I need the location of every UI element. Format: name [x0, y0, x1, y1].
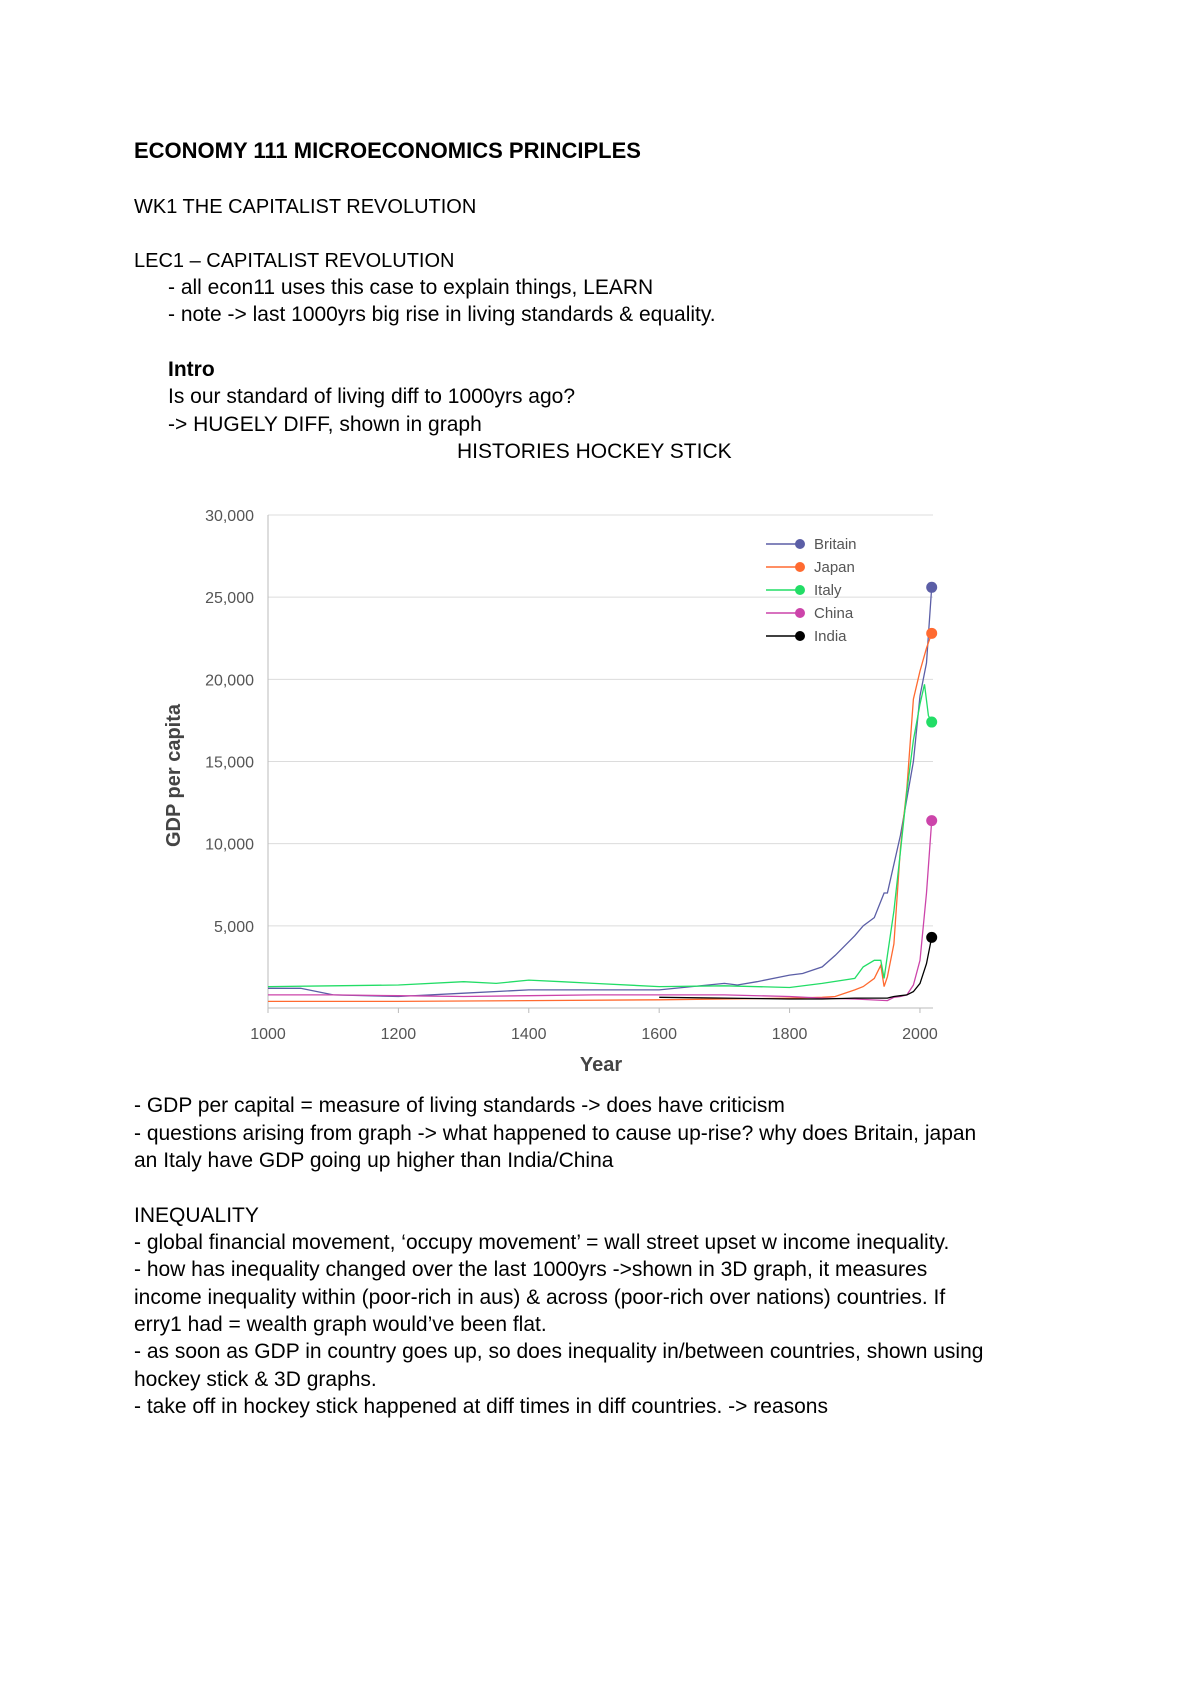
series-line-japan	[268, 633, 932, 1001]
document-title: ECONOMY 111 MICROECONOMICS PRINCIPLES	[134, 138, 641, 163]
series-end-point-india	[926, 932, 937, 943]
notes-line: an Italy have GDP going up higher than India/China	[134, 1149, 614, 1172]
x-tick-label: 2000	[902, 1026, 938, 1043]
legend-label: India	[814, 628, 847, 645]
y-tick-label: 5,000	[213, 918, 254, 936]
legend-marker	[795, 608, 805, 618]
notes-line: - questions arising from graph -> what happened to cause up-rise? why does Britain, japan	[134, 1122, 977, 1145]
y-tick-label: 15,000	[205, 754, 254, 772]
y-tick-label: 30,000	[205, 508, 254, 525]
inequality-line: erry1 had = wealth graph would’ve been flat.	[134, 1313, 547, 1336]
lecture-heading: LEC1 – CAPITALIST REVOLUTION	[134, 250, 455, 272]
y-tick-label: 20,000	[205, 672, 254, 690]
lecture-bullet: - all econ11 uses this case to explain things, LEARN	[168, 276, 654, 299]
inequality-line: - take off in hockey stick happened at diff times in diff countries. -> reasons	[134, 1395, 828, 1418]
x-tick-label: 1800	[771, 1026, 808, 1043]
intro-heading: Intro	[168, 358, 215, 381]
x-tick-label: 1600	[641, 1026, 677, 1043]
legend-marker	[795, 585, 805, 595]
series-line-china	[268, 821, 932, 1001]
legend-marker	[795, 562, 805, 572]
series-end-point-britain	[926, 582, 937, 593]
x-axis-label: Year	[579, 1054, 623, 1076]
series-line-italy	[268, 684, 932, 987]
legend-marker	[795, 539, 805, 549]
y-tick-label: 10,000	[205, 836, 254, 854]
y-tick-label: 25,000	[205, 590, 254, 608]
series-end-point-italy	[926, 717, 937, 728]
series-line-india	[659, 937, 932, 999]
x-tick-label: 1200	[380, 1026, 417, 1043]
gdp-per-capita-chart	[163, 508, 1040, 1175]
series-end-point-japan	[926, 628, 937, 639]
legend-label: China	[814, 605, 854, 622]
inequality-line: - global financial movement, ‘occupy movement’ = wall street upset w income inequality.	[134, 1231, 950, 1254]
intro-line: Is our standard of living diff to 1000yrs ago?	[168, 385, 576, 408]
notes-line: - GDP per capital = measure of living standards -> does have criticism	[134, 1094, 785, 1117]
week-heading: WK1 THE CAPITALIST REVOLUTION	[134, 196, 477, 218]
intro-line: -> HUGELY DIFF, shown in graph	[168, 413, 482, 436]
inequality-line: income inequality within (poor-rich in aus) & across (poor-rich over nations) countries. If	[134, 1286, 946, 1309]
lecture-bullet: - note -> last 1000yrs big rise in living standards & equality.	[168, 303, 716, 326]
legend-marker	[795, 631, 805, 641]
inequality-line: hockey stick & 3D graphs.	[134, 1368, 377, 1391]
x-tick-label: 1000	[250, 1026, 286, 1043]
series-end-point-china	[926, 815, 937, 826]
inequality-line: - how has inequality changed over the last 1000yrs ->shown in 3D graph, it measures	[134, 1258, 928, 1281]
y-axis-label: GDP per capita	[163, 703, 185, 848]
x-tick-label: 1400	[510, 1026, 547, 1043]
inequality-line: - as soon as GDP in country goes up, so does inequality in/between countries, shown using	[134, 1340, 984, 1363]
legend-label: Britain	[814, 536, 857, 553]
chart-title: HISTORIES HOCKEY STICK	[457, 440, 732, 463]
legend-label: Italy	[814, 582, 842, 599]
inequality-heading: INEQUALITY	[134, 1204, 259, 1227]
series-line-britain	[268, 587, 932, 996]
legend-label: Japan	[814, 559, 855, 576]
